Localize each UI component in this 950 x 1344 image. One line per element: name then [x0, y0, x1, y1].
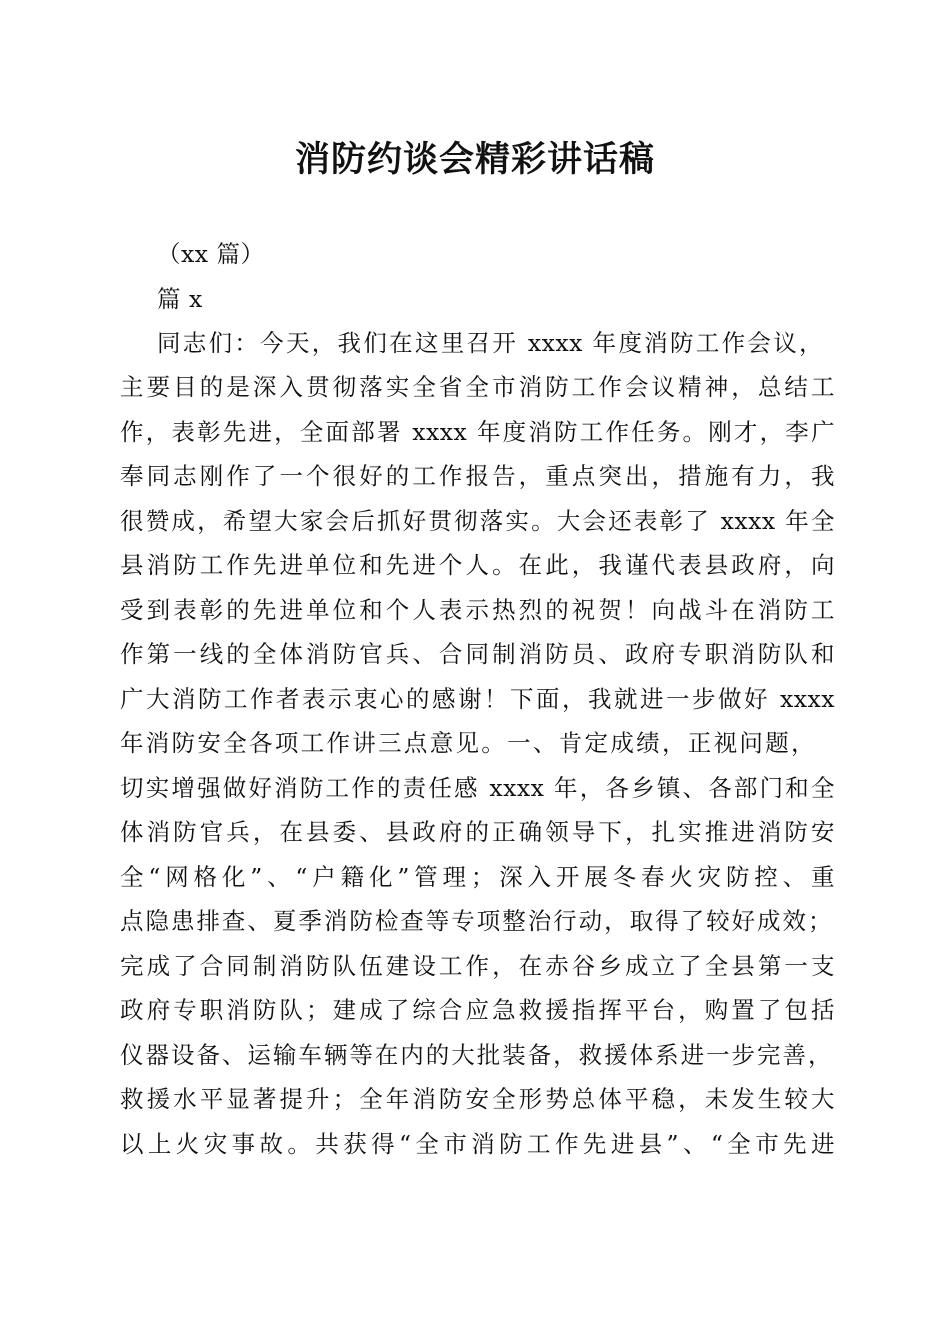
body-line: 仪器设备、运输车辆等在内的大批装备，救援体系进一步完善， — [120, 1041, 832, 1069]
body-line: 救援水平显著提升；全年消防安全形势总体平稳，未发生较大 — [120, 1085, 835, 1113]
body-line: 政府专职消防队；建成了综合应急救援指挥平台，购置了包括 — [120, 996, 835, 1024]
body-line: 体消防官兵，在县委、县政府的正确领导下，扎实推进消防安 — [120, 818, 835, 846]
body-line: 同志们：今天，我们在这里召开 xxxx 年度消防工作会议， — [157, 329, 823, 357]
body-line: 完成了合同制消防队伍建设工作，在赤谷乡成立了全县第一支 — [120, 952, 835, 980]
body-line: 广大消防工作者表示衷心的感谢！下面，我就进一步做好 xxxx — [120, 685, 835, 713]
section-label: 篇 x — [157, 285, 203, 313]
body-line: 主要目的是深入贯彻落实全省全市消防工作会议精神，总结工 — [120, 373, 835, 401]
body-line: 很赞成，希望大家会后抓好贯彻落实。大会还表彰了 xxxx 年全 — [120, 507, 835, 535]
body-line: 受到表彰的先进单位和个人表示热烈的祝贺！向战斗在消防工 — [120, 596, 835, 624]
document-subtitle: （xx 篇） — [157, 240, 265, 268]
body-line: 年消防安全各项工作讲三点意见。一、肯定成绩，正视问题， — [120, 729, 815, 757]
body-line: 点隐患排查、夏季消防检查等专项整治行动，取得了较好成效； — [120, 907, 832, 935]
body-line: 切实增强做好消防工作的责任感 xxxx 年，各乡镇、各部门和全 — [120, 774, 835, 802]
body-line: 作，表彰先进，全面部署 xxxx 年度消防工作任务。刚才，李广 — [120, 418, 835, 446]
body-line: 县消防工作先进单位和先进个人。在此，我谨代表县政府，向 — [120, 551, 835, 579]
body-line: 奉同志刚作了一个很好的工作报告，重点突出，措施有力，我 — [120, 462, 835, 490]
document-title: 消防约谈会精彩讲话稿 — [294, 139, 655, 180]
body-line: 作第一线的全体消防官兵、合同制消防员、政府专职消防队和 — [120, 640, 835, 668]
body-line: 全“网格化”、“户籍化”管理；深入开展冬春火灾防控、重 — [120, 863, 835, 891]
body-line: 以上火灾事故。共获得“全市消防工作先进县”、“全市先进 — [120, 1130, 835, 1158]
